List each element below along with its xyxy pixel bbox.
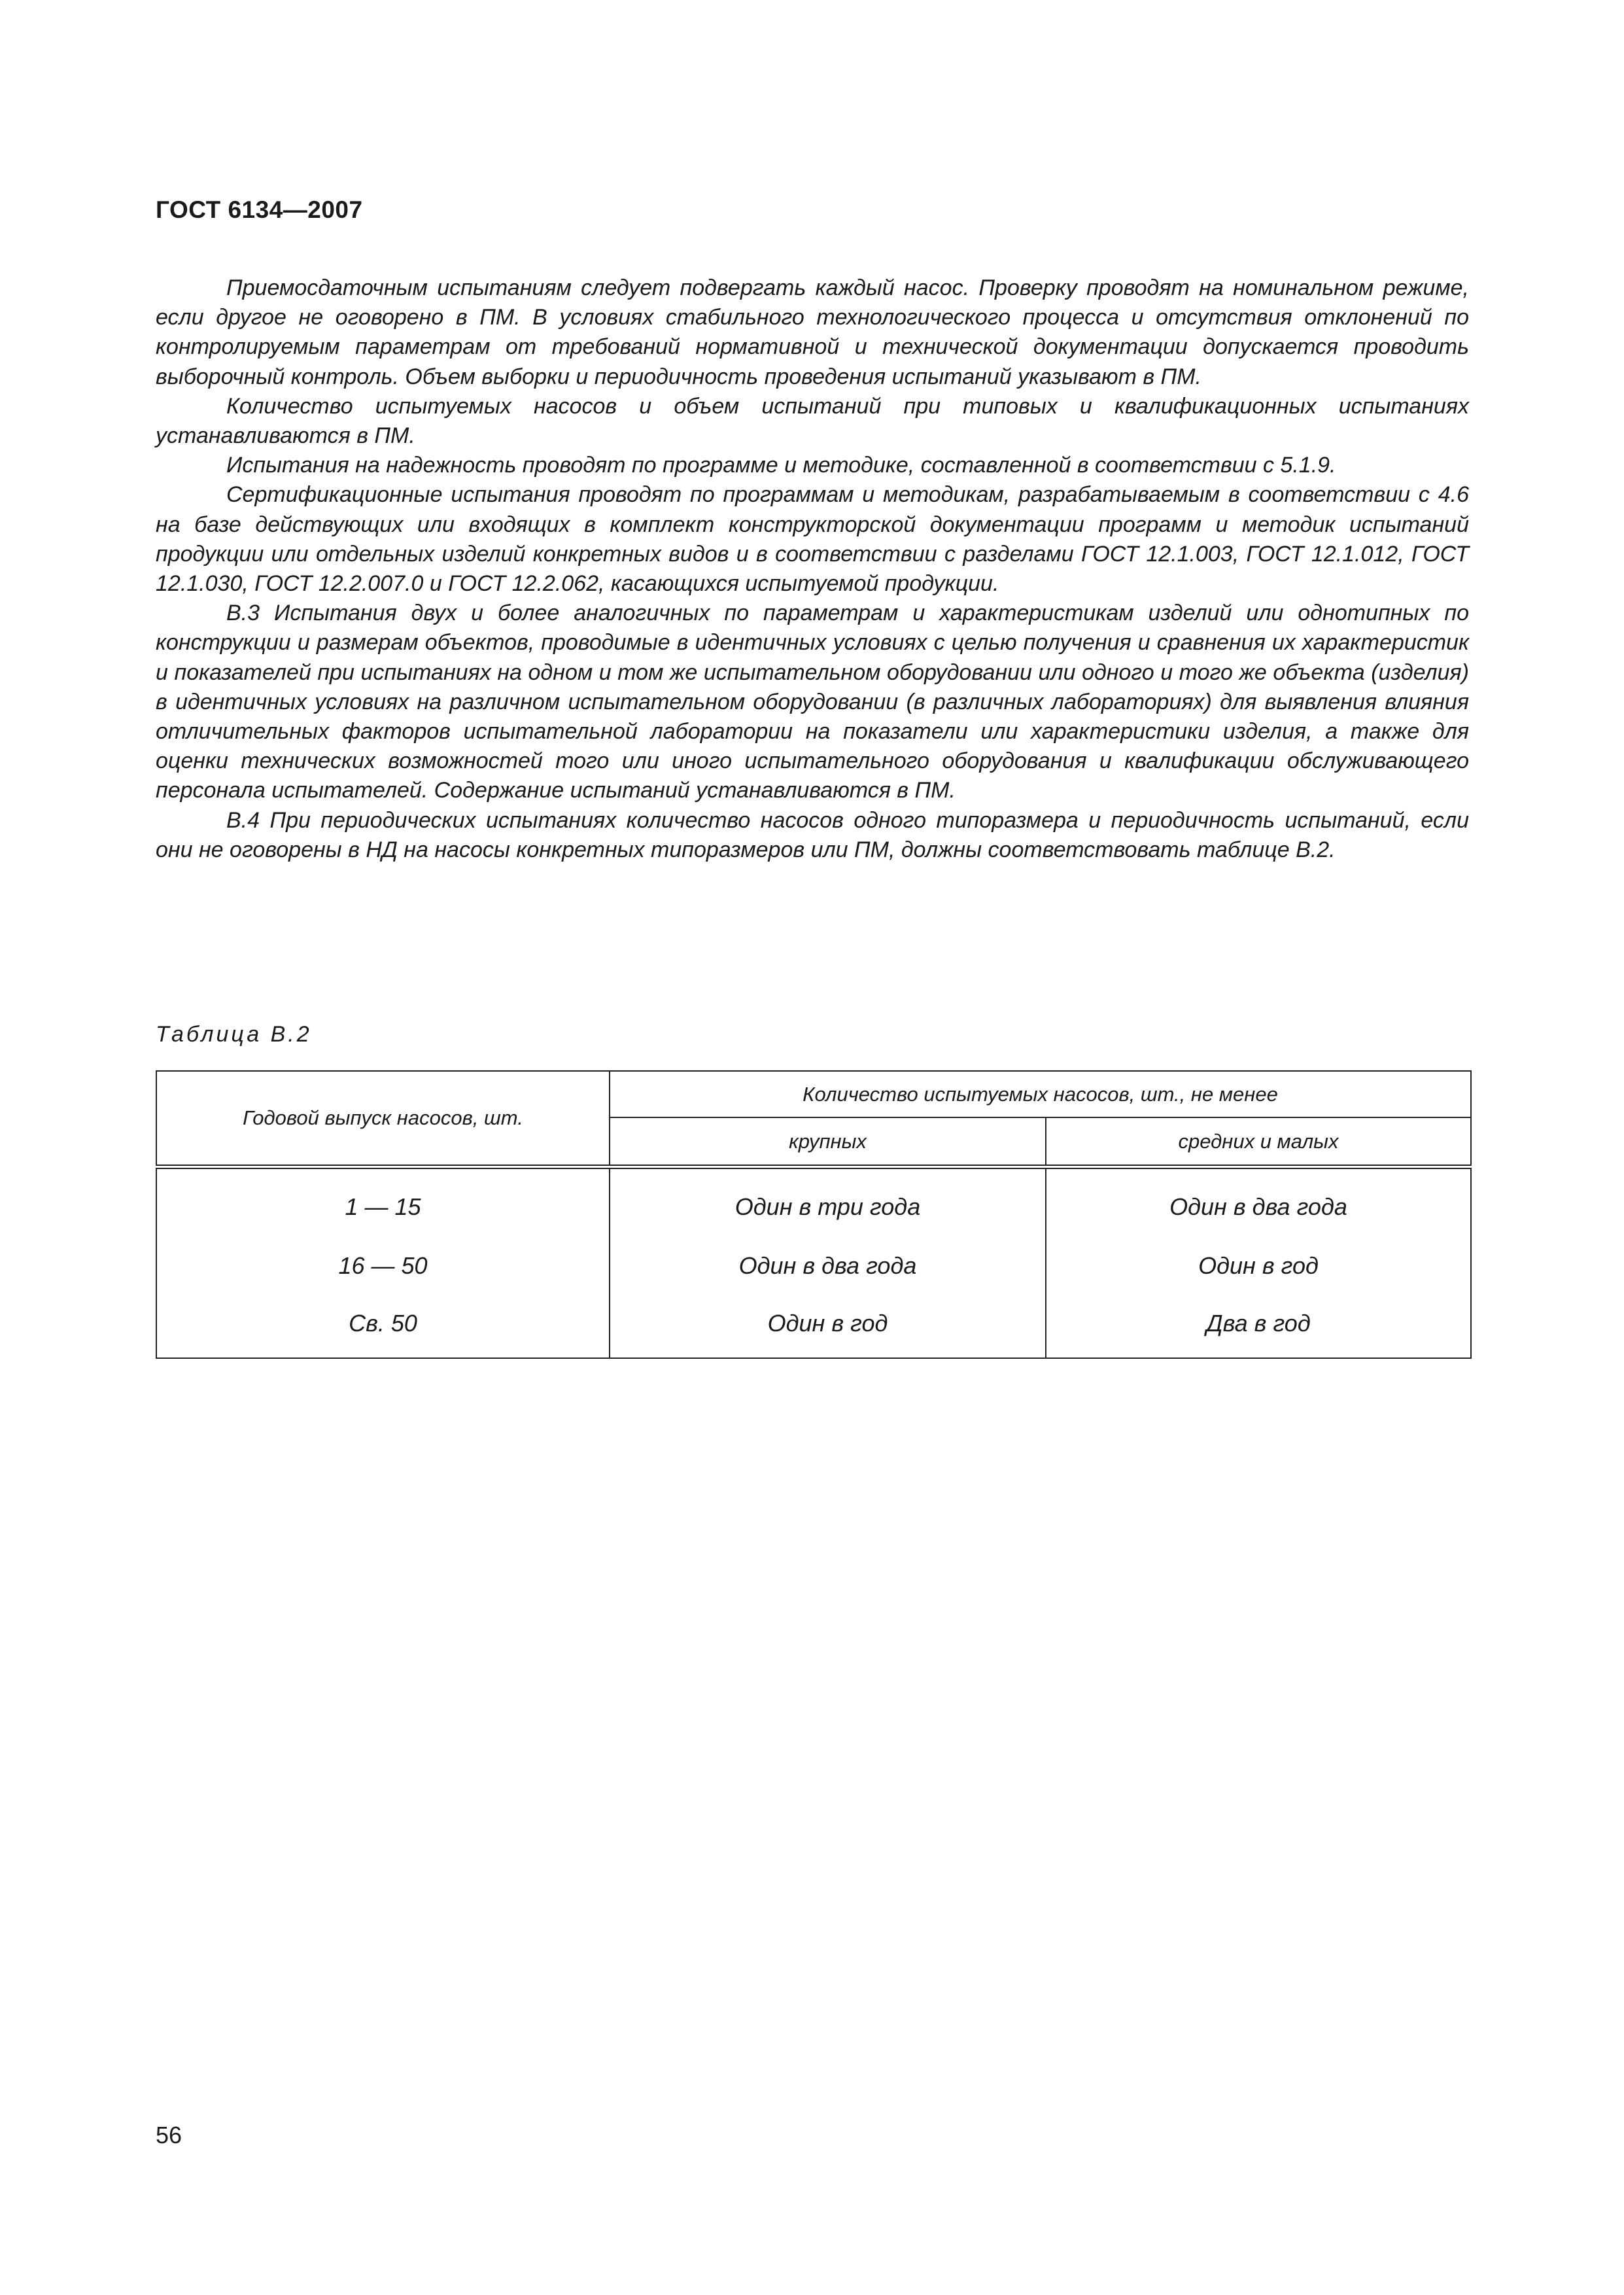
paragraph: Испытания на надежность проводят по программе и методике, составленной в соответствии с 5.1.9. bbox=[226, 453, 1336, 478]
table-row bbox=[156, 1295, 1471, 1358]
paragraph: Количество испытуемых насосов и объем испытаний при типовых и квалификационных испытаниях устанавливаются в ПМ. bbox=[156, 393, 1469, 449]
body-text bbox=[156, 273, 1469, 865]
col-group-header: Количество испытуемых насосов, шт., не менее bbox=[610, 1071, 1471, 1117]
table-row bbox=[156, 1237, 1471, 1295]
paragraph: В.4 При периодических испытаниях количество насосов одного типоразмера и периодичность испытаний, если они не оговорены в НД на насосы конкретных типоразмеров или ПМ, должны соответствовать таблице В.2. bbox=[156, 807, 1469, 862]
data-table bbox=[156, 1070, 1472, 1359]
paragraph: В.3 Испытания двух и более аналогичных по параметрам и характеристикам изделий или однотипных по конструкции и размерам объектов, проводимые в идентичных условиях с целью получения и сравнения их характеристик и показателей при испытаниях на одном и том же испытательном оборудовании или одного и того же объекта (изделия) в идентичных условиях на различном испытательном оборудовании (в различных лабораториях) для выявления влияния отличительных факторов испытательной лаборатории на показатели или характеристики изделия, а также для оценки технических возможностей того или иного испытательного оборудования и квалификации обслуживающего персонала испытателей. Содержание испытаний устанавливаются в ПМ. bbox=[156, 601, 1469, 803]
col-header-small: средних и малых bbox=[1046, 1117, 1471, 1167]
col-header-large: крупных bbox=[610, 1117, 1046, 1167]
cell-small: Один в два года bbox=[1046, 1167, 1471, 1238]
cell-small: Два в год bbox=[1046, 1295, 1471, 1358]
cell-output: 16 — 50 bbox=[156, 1237, 610, 1295]
cell-small: Один в год bbox=[1046, 1237, 1471, 1295]
col-header-annual-output: Годовой выпуск насосов, шт. bbox=[156, 1071, 610, 1167]
table-caption: Таблица В.2 bbox=[156, 1022, 312, 1047]
cell-large: Один в три года bbox=[610, 1167, 1046, 1238]
cell-output: 1 — 15 bbox=[156, 1167, 610, 1238]
page-number: 56 bbox=[156, 2122, 182, 2148]
table-row bbox=[156, 1167, 1471, 1238]
paragraph: Сертификационные испытания проводят по программам и методикам, разрабатываемым в соответствии с 4.6 на базе действующих или входящих в комплект конструкторской документации программ и методик испытаний продукции или отдельных изделий конкретных видов и в соответствии с разделами ГОСТ 12.1.003, ГОСТ 12.1.012, ГОСТ 12.1.030, ГОСТ 12.2.007.0 и ГОСТ 12.2.062, касающихся испытуемой продукции. bbox=[156, 482, 1469, 597]
paragraph: Приемосдаточным испытаниям следует подвергать каждый насос. Проверку проводят на номинальном режиме, если другое не оговорено в ПМ. В условиях стабильного технологического процесса и отсутствия отклонений по контролируемым параметрам от требований нормативной и технической документации допускается проводить выборочный контроль. Объем выборки и периодичность проведения испытаний указывают в ПМ. bbox=[156, 275, 1469, 389]
cell-output: Св. 50 bbox=[156, 1295, 610, 1358]
cell-large: Один в год bbox=[610, 1295, 1046, 1358]
cell-large: Один в два года bbox=[610, 1237, 1046, 1295]
document-header: ГОСТ 6134—2007 bbox=[156, 196, 363, 223]
